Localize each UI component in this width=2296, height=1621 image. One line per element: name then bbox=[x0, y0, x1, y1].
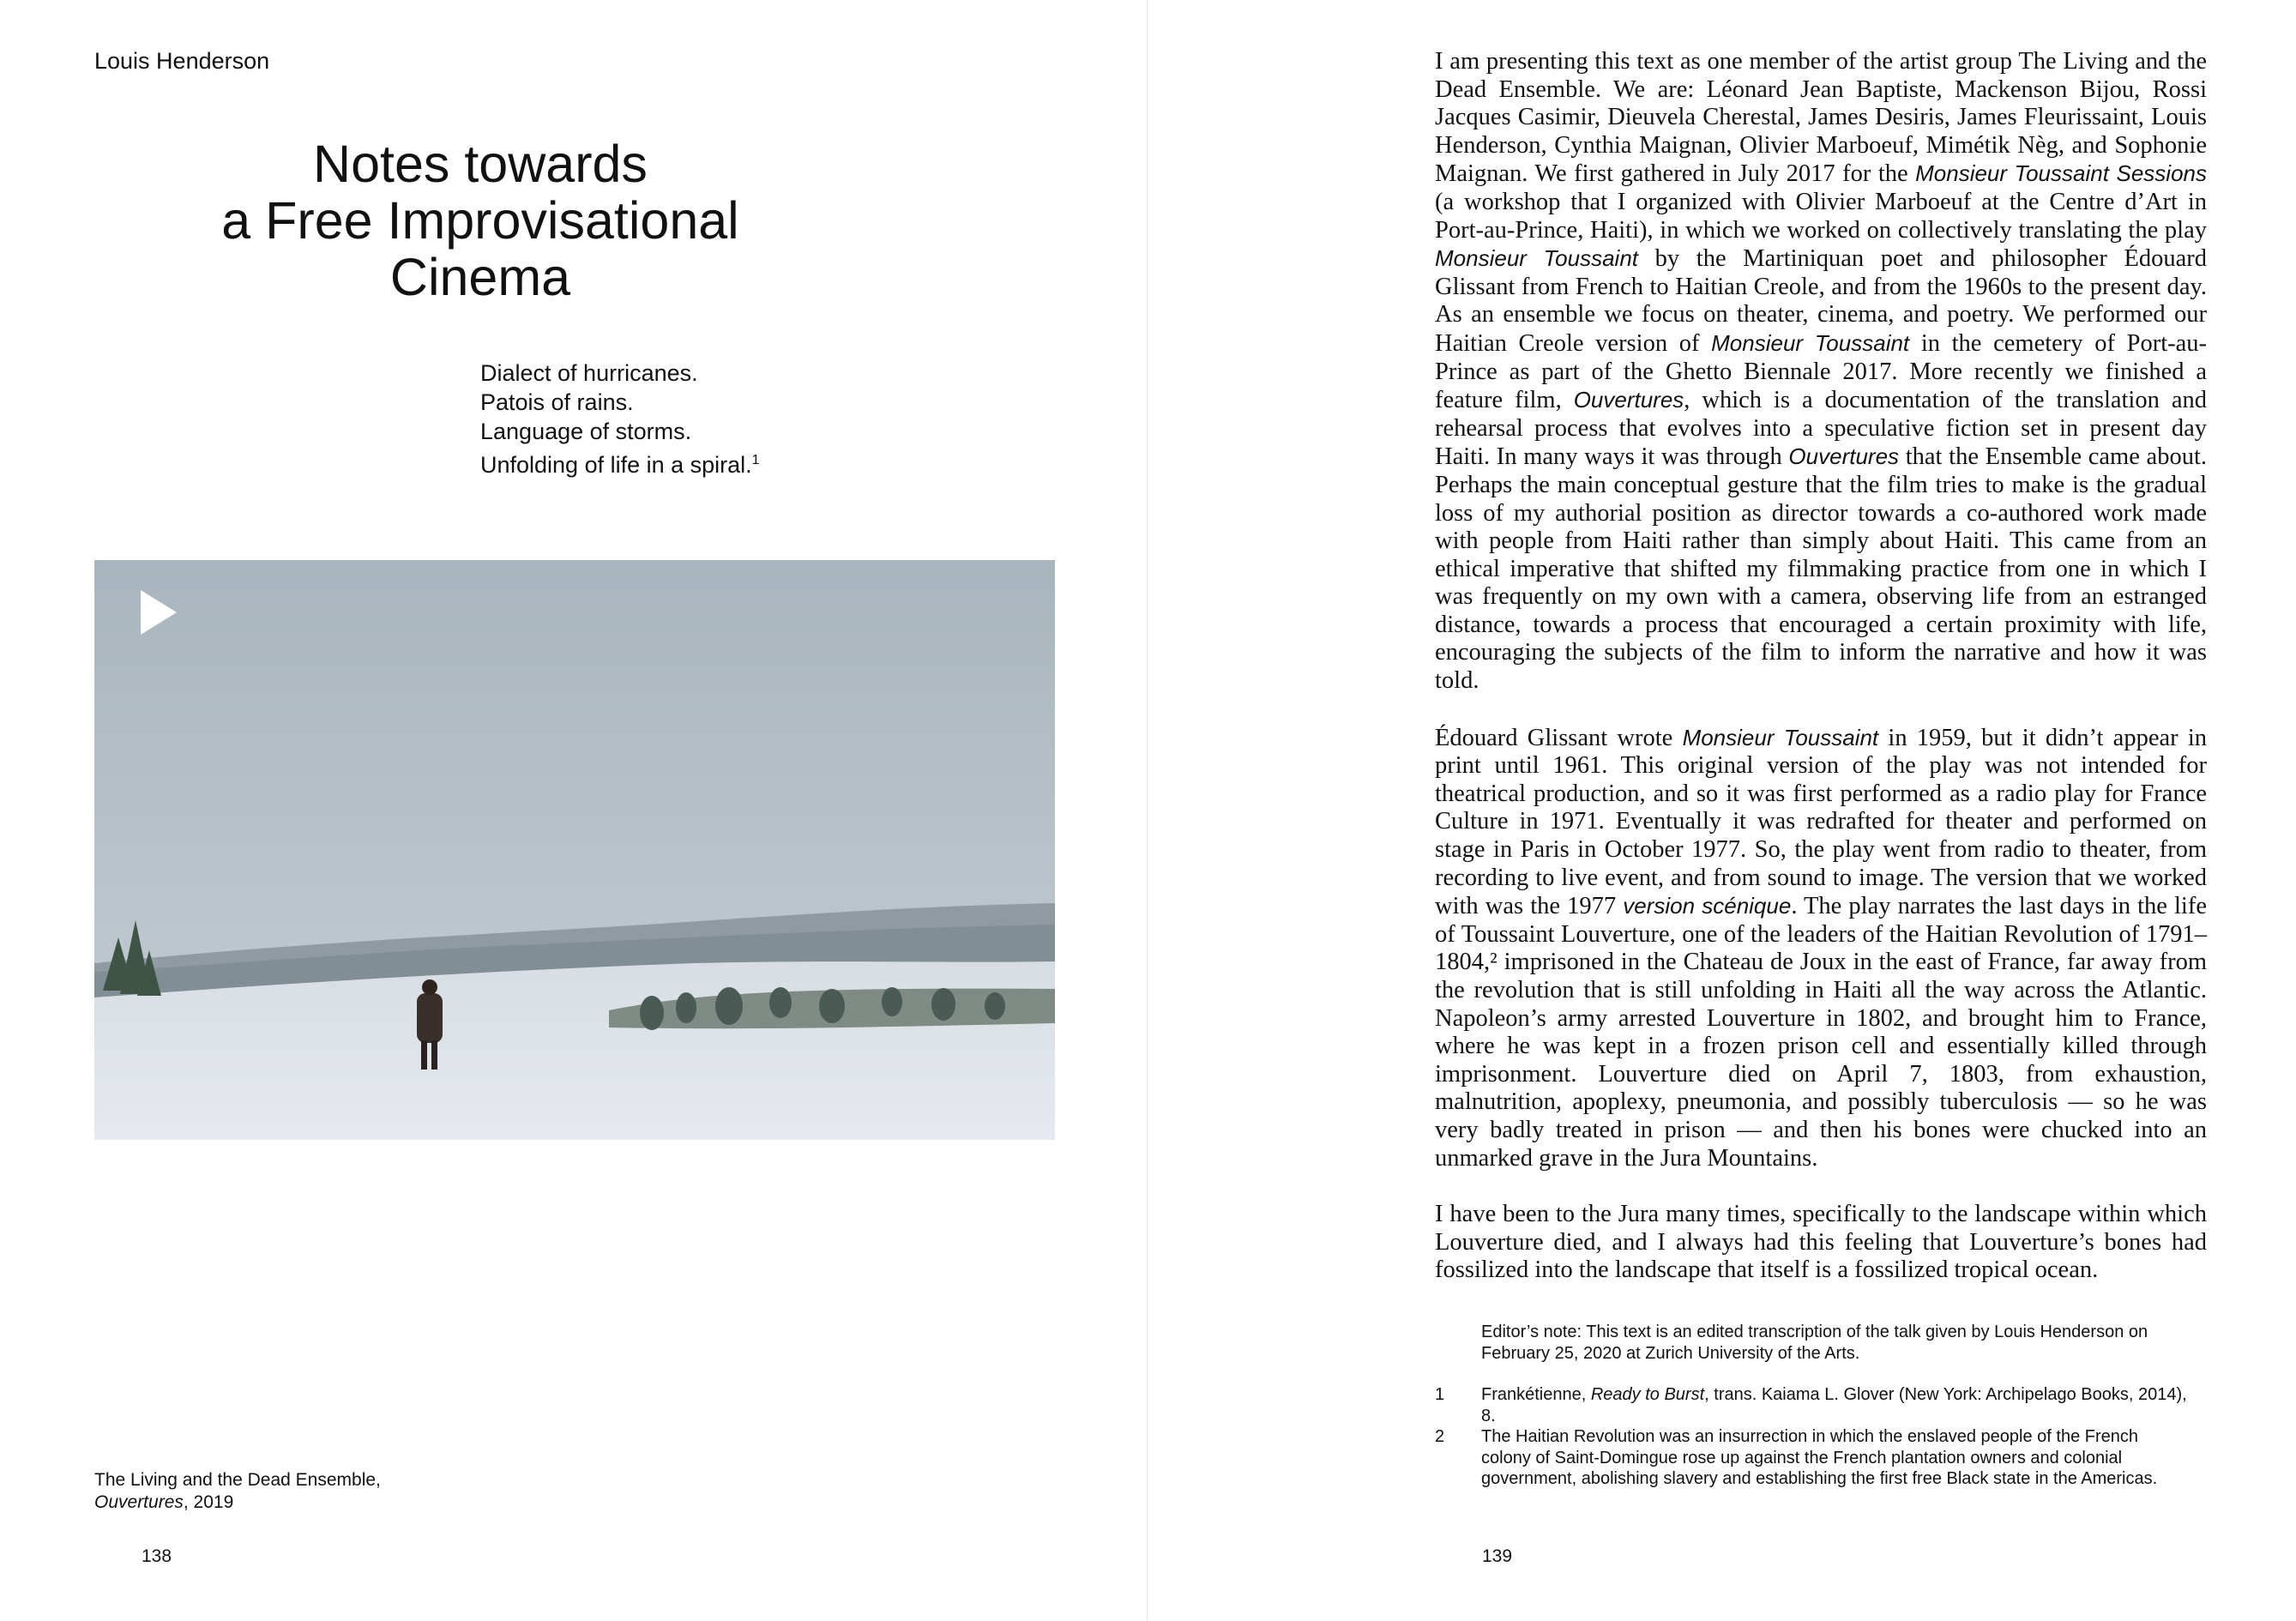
epigraph-line: Unfolding of life in a spiral.$^1$ bbox=[480, 452, 760, 478]
footnote-number: 2 bbox=[1435, 1427, 1445, 1446]
footnote-number: 1 bbox=[1435, 1385, 1445, 1404]
body-text bbox=[1435, 48, 2207, 1313]
body-paragraph: I am presenting this text as one member of the artist group The Living and the Dead Ensemble. We are: Léonard Jean Baptiste, Mackenson Bijou, Rossi Jacques Casimir, Dieuvela Cherestal, James Desiris, James Fleurissaint, Louis Henderson, Cynthia Maignan, Olivier Marboeuf, Mimétik Nèg, and Sophonie Maignan. We first gathered in July 2017 for the Monsieur Toussaint Sessions (a workshop that I organized with Olivier Marboeuf at the Centre d’Art in Port-au-Prince, Haiti), in which we worked on collectively translating the play Monsieur Toussaint by the Martiniquan poet and philosopher Édouard Glissant from French to Haitian Creole, and from the 1960s to the present day. As an ensemble we focus on theater, cinema, and poetry. We performed our Haitian Creole version of Monsieur Toussaint in the cemetery of Port-au-Prince as part of the Ghetto Biennale 2017. More recently we finished a feature film, Ouvertures, which is a documentation of the translation and rehearsal process that evolves into a speculative fiction set in present day Haiti. In many ways it was through Ouvertures that the Ensemble came about. Perhaps the main conceptual gesture that the film tries to make is the gradual loss of my authorial position as director towards a co-authored work made with people from Haiti rather than simply about Haiti. This came from an ethical imperative that shifted my filmmaking practice from one in which I was frequently on my own with a camera, observing life from an estranged distance, towards a process that encouraged a certain proximity with life, encouraging the subjects of the film to inform the narrative and how it was told. bbox=[1435, 48, 2208, 695]
article-title bbox=[129, 136, 832, 305]
page-number: 138 bbox=[142, 1546, 172, 1566]
body-paragraph: Édouard Glissant wrote Monsieur Toussaint in 1959, but it didn’t appear in print until 1961. This original version of the play was not intended for theatrical production, and so it was first performed as a radio play for France Culture in 1971. Eventually it was redrafted for theater and performed on stage in Paris in October 1977. So, the play went from radio to theater, from recording to live event, and from sound to image. The version that we worked with was the 1977 version scénique. The play narrates the last days in the life of Toussaint Louverture, one of the leaders of the Haitian Revolution of 1791–1804,² imprisoned in the Chateau de Joux in the east of France, far away from the revolution that is still unfolding in Haiti all the way across the Atlantic. Napoleon’s army arrested Louverture in 1802, and brought him to France, where he was kept in a frozen prison cell and essentially killed through imprisonment. Louverture died on April 7, 1803, from exhaustion, malnutrition, apoplexy, pneumonia, and possibly tuberculosis — so he was very badly treated in prison — and then his bones were chucked into an unmarked grave in the Jura Mountains. bbox=[1435, 724, 2208, 1172]
title-line: Cinema bbox=[389, 248, 571, 306]
title-line: Notes towards bbox=[313, 135, 648, 193]
footnote-text: Frankétienne, Ready to Burst, trans. Kaiama L. Glover (New York: Archipelago Books, 2014), 8. bbox=[1481, 1385, 2187, 1425]
footnote bbox=[1435, 1384, 2190, 1426]
left-page bbox=[0, 0, 1147, 1621]
footnote-ref[interactable]: 1 bbox=[751, 453, 760, 467]
play-icon[interactable] bbox=[141, 590, 177, 635]
epigraph-line: Dialect of hurricanes. bbox=[480, 360, 698, 386]
caption-film-title: Ouvertures bbox=[94, 1492, 184, 1512]
body-paragraph: I have been to the Jura many times, specifically to the landscape within which Louverture died, and I always had this feeling that Louverture’s bones had fossilized into the landscape that itself is a fossilized tropical ocean. bbox=[1435, 1201, 2207, 1284]
editors-note: Editor’s note: This text is an edited transcription of the talk given by Louis Henderson on February 25, 2020 at Zurich University of the Arts. bbox=[1481, 1323, 2148, 1363]
epigraph-line: Patois of rains. bbox=[480, 389, 634, 415]
footnote bbox=[1435, 1426, 2190, 1490]
snowy-landscape-illustration bbox=[94, 560, 1055, 1140]
film-still-image bbox=[94, 560, 1055, 1140]
footnotes bbox=[1435, 1384, 2190, 1490]
epigraph bbox=[480, 359, 760, 479]
footnote-text: The Haitian Revolution was an insurrection in which the enslaved people of the French colony of Saint-Domingue rose up against the French plantation owners and colonial government, abolishing slavery and establishing the first free Black state in the Americas. bbox=[1481, 1427, 2158, 1488]
page-number: 139 bbox=[1482, 1546, 1513, 1566]
right-page bbox=[1148, 0, 2296, 1621]
image-caption: The Living and the Dead Ensemble, Ouvertures, 2019 bbox=[94, 1470, 381, 1512]
title-line: a Free Improvisational bbox=[221, 191, 739, 250]
epigraph-line: Language of storms. bbox=[480, 419, 692, 444]
running-head-author: Louis Henderson bbox=[94, 48, 270, 74]
